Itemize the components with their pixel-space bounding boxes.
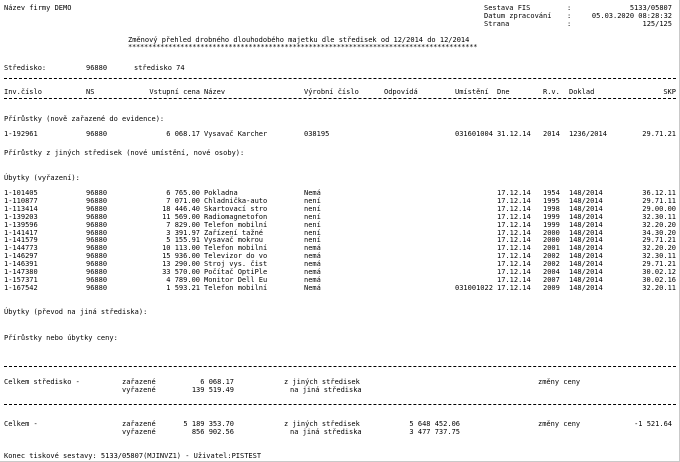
- summary-total-vyrazene-label: vyřazené: [122, 428, 156, 436]
- cell-skp: 34.30.20: [642, 229, 676, 237]
- section-disposals: Úbytky (vyřazení):: [4, 174, 80, 182]
- summary-total-zarazene-label: zařazené: [122, 420, 156, 428]
- cell-date: 17.12.14: [497, 213, 531, 221]
- column-header-name: Název: [204, 88, 226, 96]
- cell-name: Telefon mobilní: [204, 284, 268, 292]
- cell-inv-number: 1-141579: [4, 236, 38, 244]
- cell-name: Zařízení tažné: [204, 229, 264, 237]
- cell-ns: 96880: [86, 197, 108, 205]
- cell-entry-price: 5 155.91: [166, 236, 200, 244]
- section-disposals-transfer: Úbytky (převod na jiná střediska):: [4, 308, 148, 316]
- cell-year: 2007: [543, 276, 560, 284]
- cell-ns: 96880: [86, 252, 108, 260]
- cell-inv-number: 1-139203: [4, 213, 38, 221]
- column-header-year: R.v.: [543, 88, 560, 96]
- cell-location: 031001022: [455, 284, 493, 292]
- cell-entry-price: 13 290.00: [162, 260, 200, 268]
- cell-serial-number: nemá: [304, 252, 321, 260]
- cell-date: 17.12.14: [497, 197, 531, 205]
- company-name: Název firmy DEMO: [4, 4, 72, 12]
- cell-ns: 96880: [86, 268, 108, 276]
- cell-year: 2004: [543, 268, 560, 276]
- cell-skp: 30.02.12: [642, 268, 676, 276]
- cell-entry-price: 6 068.17: [166, 130, 200, 138]
- cell-year: 1954: [543, 189, 560, 197]
- cell-document: 148/2014: [569, 205, 603, 213]
- cell-entry-price: 7 071.00: [166, 197, 200, 205]
- cell-year: 1995: [543, 197, 560, 205]
- cell-document: 148/2014: [569, 197, 603, 205]
- column-header-ns: NS: [86, 88, 95, 96]
- cell-date: 17.12.14: [497, 221, 531, 229]
- cell-serial-number: není: [304, 197, 321, 205]
- meta-label-report: Sestava FIS: [484, 4, 531, 12]
- column-header-location: Umístění: [455, 88, 489, 96]
- cell-entry-price: 4 789.00: [166, 276, 200, 284]
- cell-document: 148/2014: [569, 276, 603, 284]
- cell-year: 1998: [543, 205, 560, 213]
- cell-inv-number: 1-192961: [4, 130, 38, 138]
- summary-total-vyrazene-value: 856 902.56: [191, 428, 234, 436]
- cell-year: 2014: [543, 130, 560, 138]
- cell-serial-number: nemá: [304, 260, 321, 268]
- cell-document: 148/2014: [569, 268, 603, 276]
- meta-value-date: 05.03.2020 08:28:32: [591, 12, 672, 20]
- summary-center-to-other-label: na jiná střediska: [290, 386, 362, 394]
- cell-serial-number: nemá: [304, 244, 321, 252]
- column-header-serial-number: Výrobní číslo: [304, 88, 359, 96]
- cell-inv-number: 1-139596: [4, 221, 38, 229]
- cell-name: Vysavač Karcher: [204, 130, 268, 138]
- cell-serial-number: není: [304, 221, 321, 229]
- divider: [4, 404, 676, 405]
- cell-document: 148/2014: [569, 229, 603, 237]
- cell-inv-number: 1-144773: [4, 244, 38, 252]
- cell-serial-number: není: [304, 213, 321, 221]
- meta-label-date: Datum zpracování: [484, 12, 552, 20]
- cell-document: 1236/2014: [569, 130, 607, 138]
- column-header-inv-number: Inv.číslo: [4, 88, 42, 96]
- cell-inv-number: 1-141417: [4, 229, 38, 237]
- cell-ns: 96880: [86, 213, 108, 221]
- cell-skp: 32.30.11: [642, 252, 676, 260]
- cell-skp: 29.71.11: [642, 197, 676, 205]
- cell-year: 2000: [543, 236, 560, 244]
- cell-name: Telefon mobilní: [204, 244, 268, 252]
- cell-inv-number: 1-146297: [4, 252, 38, 260]
- report-title-underline: ***************************************************************************************: [128, 43, 478, 51]
- divider: [4, 78, 676, 79]
- cell-year: 1999: [543, 213, 560, 221]
- cell-skp: 32.20.11: [642, 284, 676, 292]
- report-title: Změnový přehled drobného dlouhodobého majetku dle středisek od 12/2014 do 12/2014: [128, 36, 470, 44]
- cell-skp: 30.02.16: [642, 276, 676, 284]
- cell-inv-number: 1-113414: [4, 205, 38, 213]
- cell-serial-number: není: [304, 229, 321, 237]
- column-header-responsible: Odpovídá: [384, 88, 418, 96]
- cell-document: 148/2014: [569, 284, 603, 292]
- cell-year: 2009: [543, 284, 560, 292]
- cell-skp: 29.71.21: [642, 236, 676, 244]
- cell-ns: 96880: [86, 189, 108, 197]
- cell-serial-number: není: [304, 236, 321, 244]
- meta-colon: :: [567, 20, 572, 28]
- summary-center-from-other-label: z jiných středisek: [284, 378, 360, 386]
- cell-skp: 29.71.21: [642, 130, 676, 138]
- summary-center-zarazene-label: zařazené: [122, 378, 156, 386]
- cell-document: 148/2014: [569, 244, 603, 252]
- cell-year: 2002: [543, 260, 560, 268]
- meta-colon: :: [567, 12, 572, 20]
- cell-inv-number: 1-110877: [4, 197, 38, 205]
- cell-skp: 32.30.11: [642, 213, 676, 221]
- column-header-document: Doklad: [569, 88, 595, 96]
- cell-entry-price: 10 113.00: [162, 244, 200, 252]
- summary-total-to-other-value: 3 477 737.75: [409, 428, 460, 436]
- cell-inv-number: 1-147380: [4, 268, 38, 276]
- meta-colon: :: [567, 4, 572, 12]
- cell-entry-price: 11 569.00: [162, 213, 200, 221]
- cell-serial-number: Nemá: [304, 189, 321, 197]
- meta-value-page: 125/125: [642, 20, 672, 28]
- divider: [4, 366, 676, 367]
- cell-ns: 96880: [86, 276, 108, 284]
- cell-date: 17.12.14: [497, 236, 531, 244]
- cell-date: 17.12.14: [497, 284, 531, 292]
- report-footer: Konec tiskové sestavy: 5133/05807(MJINVZ1) - Uživatel:PISTEST: [4, 452, 262, 460]
- summary-total-label: Celkem -: [4, 420, 38, 428]
- cell-ns: 96880: [86, 205, 108, 213]
- cell-ns: 96880: [86, 229, 108, 237]
- summary-total-price-change-label: změny ceny: [538, 420, 581, 428]
- cell-year: 2000: [543, 229, 560, 237]
- cell-name: Pokladna: [204, 189, 238, 197]
- cell-year: 2002: [543, 252, 560, 260]
- center-name: středisko 74: [134, 64, 185, 72]
- cell-entry-price: 33 570.00: [162, 268, 200, 276]
- meta-label-page: Strana: [484, 20, 510, 28]
- cell-serial-number: není: [304, 205, 321, 213]
- summary-center-zarazene-value: 6 068.17: [200, 378, 234, 386]
- cell-document: 148/2014: [569, 213, 603, 221]
- cell-date: 31.12.14: [497, 130, 531, 138]
- summary-center-price-change-label: změny ceny: [538, 378, 581, 386]
- summary-total-from-other-label: z jiných středisek: [284, 420, 360, 428]
- summary-total-from-other-value: 5 648 452.06: [409, 420, 460, 428]
- cell-serial-number: nemá: [304, 276, 321, 284]
- cell-serial-number: 038195: [304, 130, 330, 138]
- cell-date: 17.12.14: [497, 189, 531, 197]
- divider: [4, 98, 676, 99]
- cell-skp: 29.71.21: [642, 260, 676, 268]
- cell-name: Chladnička-auto: [204, 197, 268, 205]
- summary-total-to-other-label: na jiná střediska: [290, 428, 362, 436]
- cell-name: Počítač OptiPle: [204, 268, 268, 276]
- summary-total-price-change-value: -1 521.64: [634, 420, 672, 428]
- summary-total-zarazene-value: 5 189 353.70: [183, 420, 234, 428]
- cell-date: 17.12.14: [497, 276, 531, 284]
- cell-ns: 96880: [86, 236, 108, 244]
- cell-location: 031601004: [455, 130, 493, 138]
- cell-document: 148/2014: [569, 221, 603, 229]
- cell-ns: 96880: [86, 244, 108, 252]
- cell-year: 2001: [543, 244, 560, 252]
- cell-ns: 96880: [86, 260, 108, 268]
- section-additions-new: Přírůstky (nově zařazené do evidence):: [4, 115, 165, 123]
- cell-document: 148/2014: [569, 236, 603, 244]
- cell-name: Radiomagnetofon: [204, 213, 268, 221]
- cell-name: Vysavač mokrou: [204, 236, 264, 244]
- cell-name: Monitor Dell Eu: [204, 276, 268, 284]
- cell-name: Telefon mobilní: [204, 221, 268, 229]
- cell-ns: 96880: [86, 221, 108, 229]
- cell-year: 1999: [543, 221, 560, 229]
- cell-skp: 29.00.00: [642, 205, 676, 213]
- cell-entry-price: 6 765.00: [166, 189, 200, 197]
- section-additions-other: Přírůstky z jiných středisek (nové umístění, nové osoby):: [4, 149, 245, 157]
- cell-ns: 96880: [86, 130, 108, 138]
- cell-entry-price: 3 391.97: [166, 229, 200, 237]
- cell-document: 148/2014: [569, 252, 603, 260]
- cell-date: 17.12.14: [497, 252, 531, 260]
- cell-date: 17.12.14: [497, 205, 531, 213]
- cell-inv-number: 1-101405: [4, 189, 38, 197]
- column-header-skp: SKP: [663, 88, 676, 96]
- cell-entry-price: 15 936.00: [162, 252, 200, 260]
- cell-date: 17.12.14: [497, 268, 531, 276]
- cell-date: 17.12.14: [497, 260, 531, 268]
- cell-date: 17.12.14: [497, 229, 531, 237]
- cell-entry-price: 7 829.00: [166, 221, 200, 229]
- cell-name: Skartovací stro: [204, 205, 268, 213]
- cell-entry-price: 18 446.40: [162, 205, 200, 213]
- summary-center-vyrazene-label: vyřazené: [122, 386, 156, 394]
- cell-name: Televizor do vo: [204, 252, 268, 260]
- cell-date: 17.12.14: [497, 244, 531, 252]
- cell-entry-price: 1 593.21: [166, 284, 200, 292]
- cell-inv-number: 1-167542: [4, 284, 38, 292]
- center-code: 96880: [86, 64, 108, 72]
- cell-skp: 32.20.20: [642, 244, 676, 252]
- meta-value-report: 5133/05807: [629, 4, 672, 12]
- cell-inv-number: 1-157371: [4, 276, 38, 284]
- section-price-changes: Přírůstky nebo úbytky ceny:: [4, 334, 118, 342]
- column-header-date: Dne: [497, 88, 510, 96]
- center-label: Středisko:: [4, 64, 47, 72]
- cell-document: 148/2014: [569, 189, 603, 197]
- cell-inv-number: 1-146391: [4, 260, 38, 268]
- cell-serial-number: nemá: [304, 268, 321, 276]
- cell-skp: 36.12.11: [642, 189, 676, 197]
- cell-ns: 96880: [86, 284, 108, 292]
- cell-skp: 32.20.20: [642, 221, 676, 229]
- summary-center-vyrazene-value: 139 519.49: [191, 386, 234, 394]
- column-header-entry-price: Vstupní cena: [149, 88, 200, 96]
- cell-name: Stroj vys. čist: [204, 260, 268, 268]
- summary-center-label: Celkem středisko -: [4, 378, 80, 386]
- cell-document: 148/2014: [569, 260, 603, 268]
- cell-serial-number: Nemá: [304, 284, 321, 292]
